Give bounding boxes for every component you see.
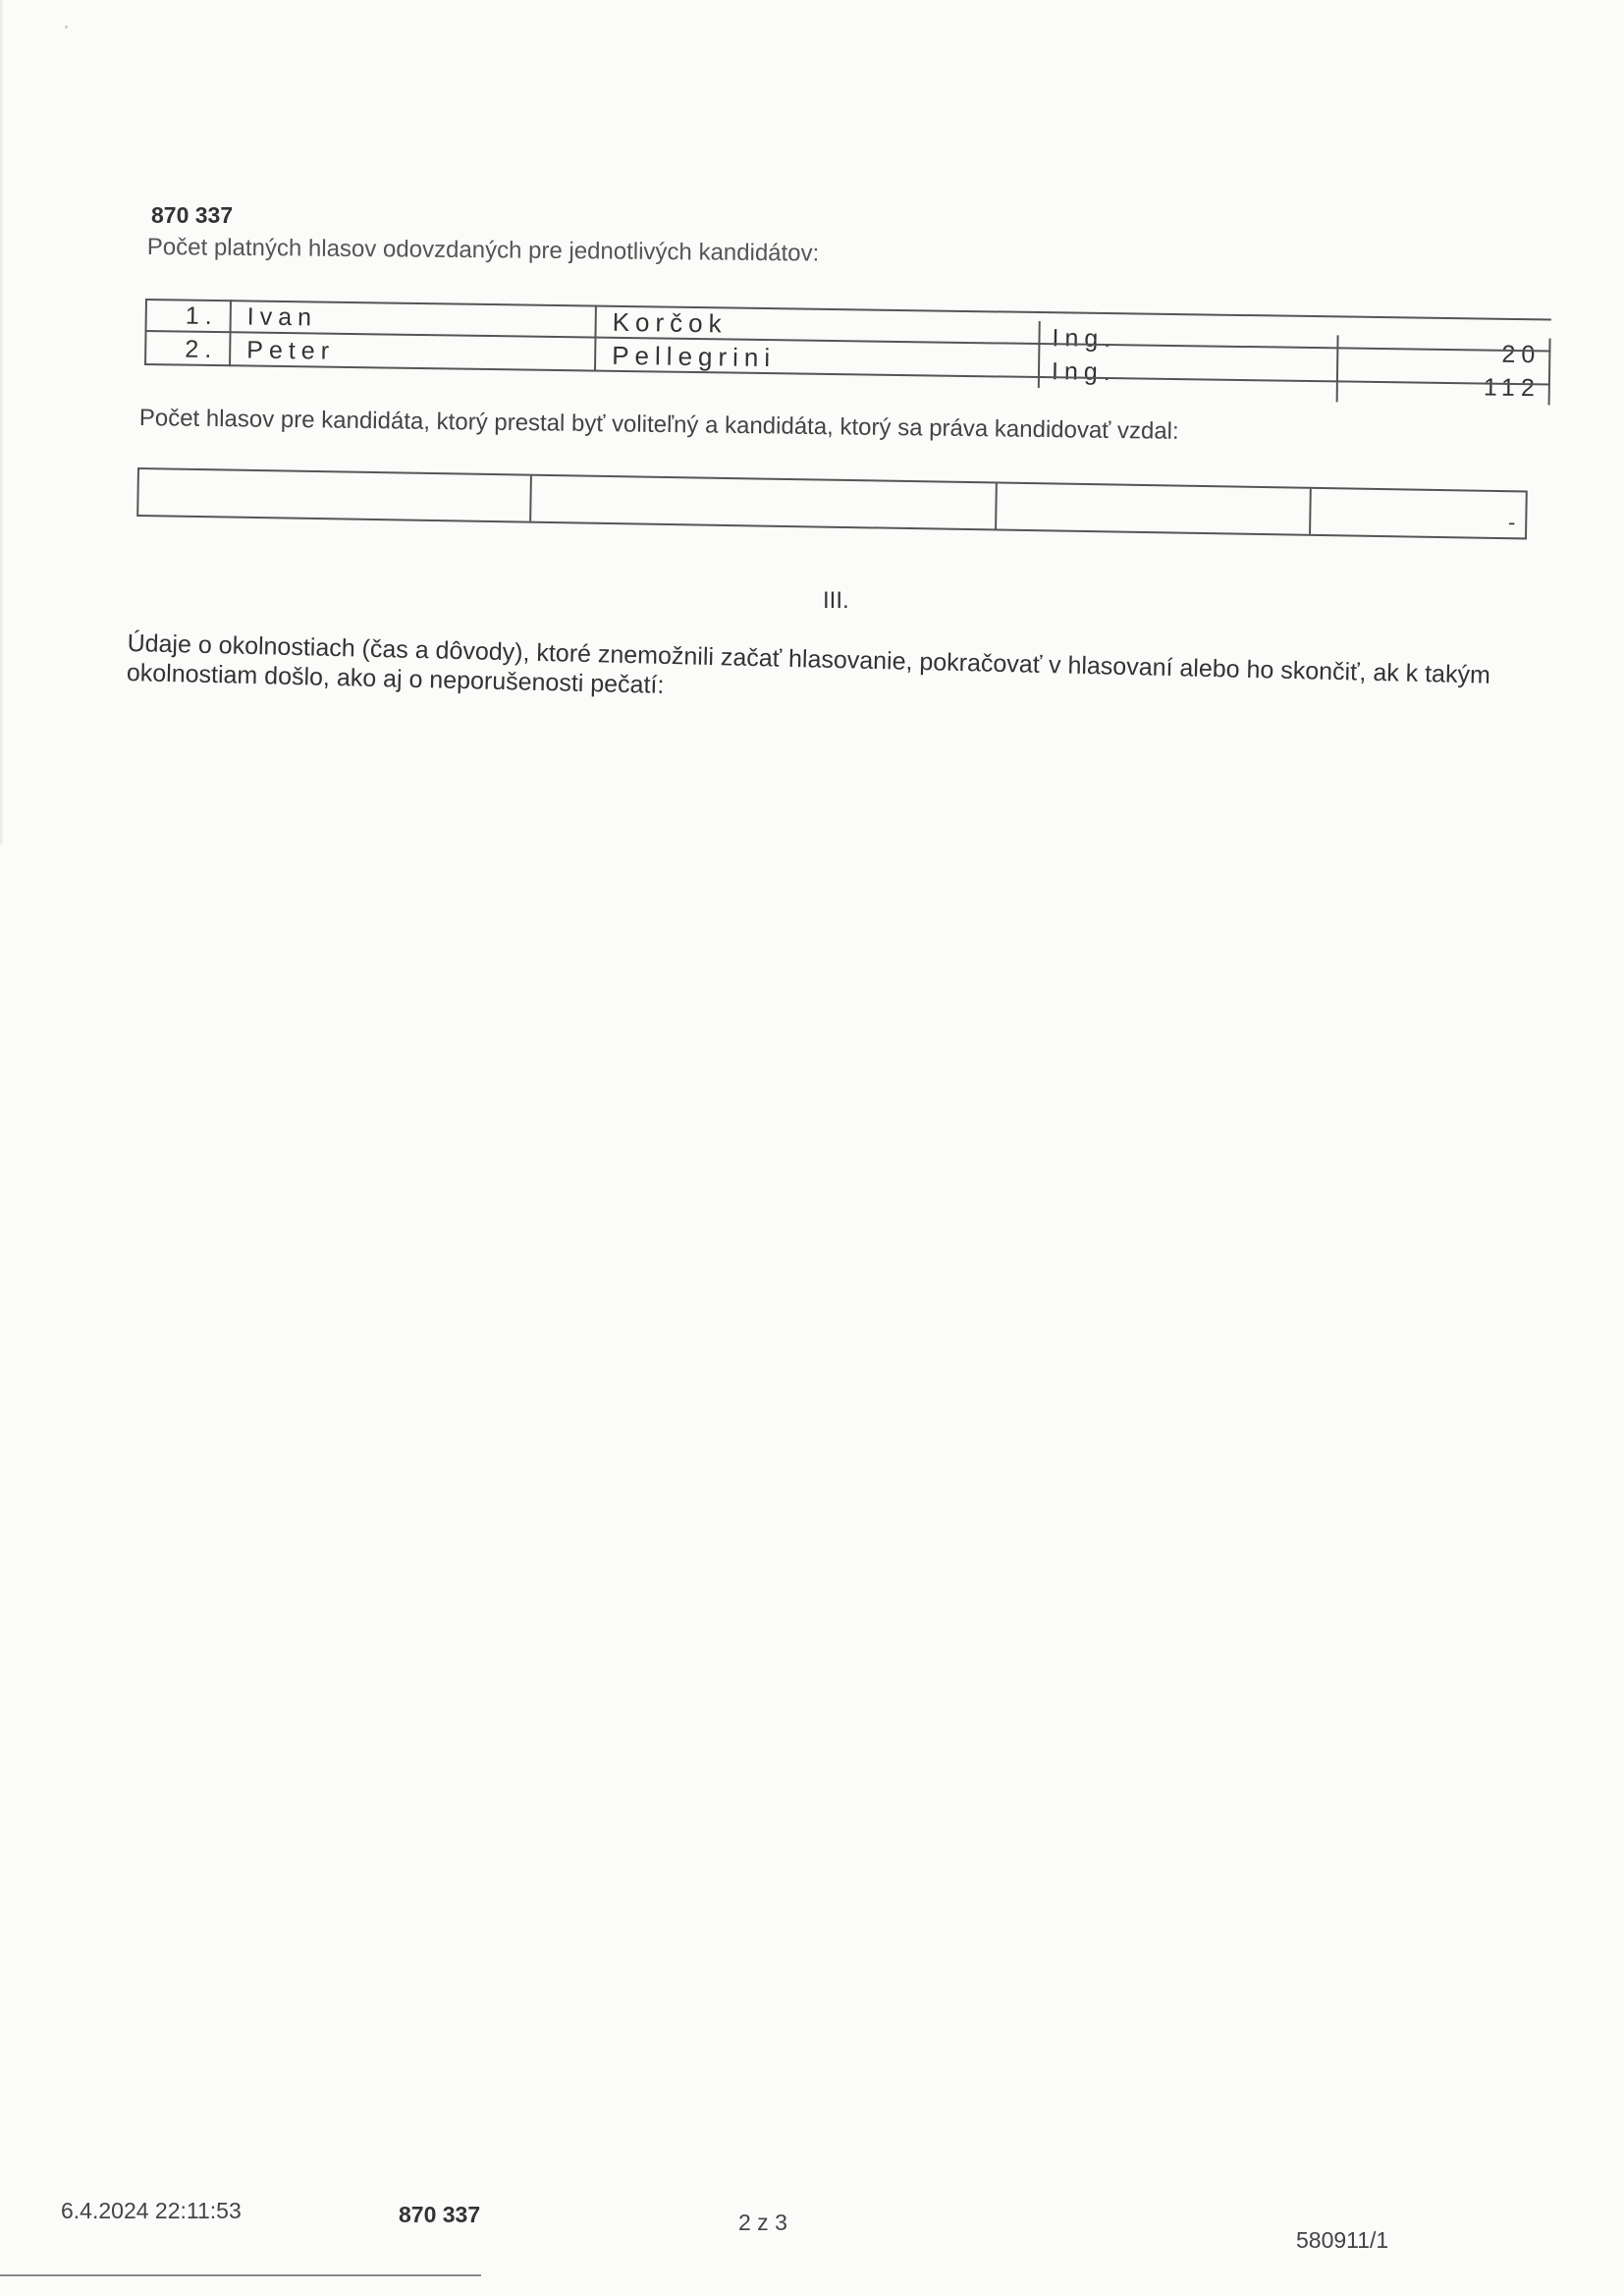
candidate-votes: 20 xyxy=(1336,335,1550,371)
candidate-votes: 112 xyxy=(1336,368,1550,405)
candidate-title: Ing. xyxy=(1038,355,1336,392)
footer-document-number: 870 337 xyxy=(399,2202,481,2227)
candidates-table xyxy=(144,299,1551,403)
withdrawn-votes-value: - xyxy=(1507,510,1516,535)
section-number: III. xyxy=(823,587,849,614)
candidate-first-name: Peter xyxy=(229,333,594,371)
scan-speck xyxy=(65,26,68,28)
document-number: 870 337 xyxy=(151,202,234,228)
scan-edge-shadow xyxy=(0,0,4,845)
candidate-number: 2. xyxy=(144,332,229,366)
withdrawn-candidates-table xyxy=(136,467,1528,539)
footer-code: 580911/1 xyxy=(1296,2227,1389,2253)
table-divider xyxy=(529,476,532,521)
candidate-last-name: Korčok xyxy=(594,305,1038,345)
withdrawn-caption: Počet hlasov pre kandidáta, ktorý prestal byť voliteľný a kandidáta, ktorý sa práva kandidovať vzdal: xyxy=(138,405,1179,445)
table-divider xyxy=(995,483,998,528)
circumstances-paragraph: Údaje o okolnostiach (čas a dôvody), ktoré znemožnili začať hlasovanie, pokračovať v hlasovaní alebo ho skončiť, ak k takým okolnostiam došlo, ako aj o neporušenosti pečatí: xyxy=(126,629,1491,699)
footer-rule xyxy=(0,2274,481,2276)
candidate-number: 1. xyxy=(145,299,230,333)
table-divider xyxy=(1309,489,1312,534)
candidates-caption: Počet platných hlasov odovzdaných pre jednotlivých kandidátov: xyxy=(146,234,820,267)
candidate-title: Ing. xyxy=(1038,321,1336,358)
footer-page-number: 2 z 3 xyxy=(738,2210,787,2235)
footer-datetime: 6.4.2024 22:11:53 xyxy=(61,2198,242,2223)
candidate-first-name: Ivan xyxy=(230,300,595,338)
candidate-last-name: Pellegrini xyxy=(594,339,1038,378)
